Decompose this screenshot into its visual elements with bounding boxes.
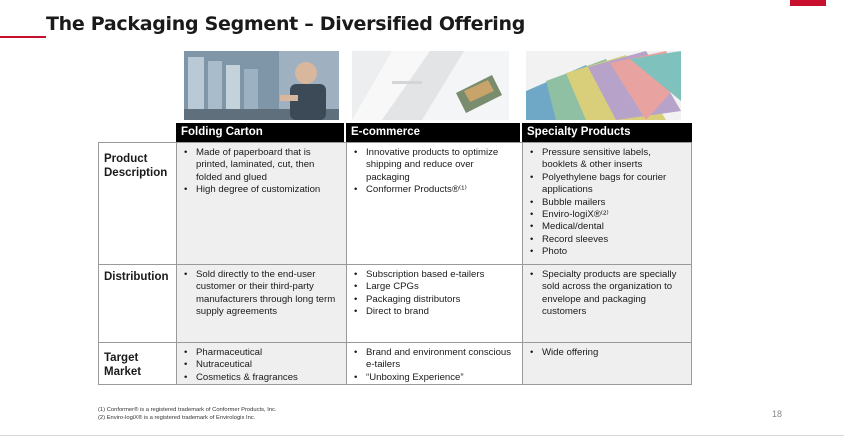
mailer-envelopes-photo	[352, 51, 509, 120]
column-header-folding-carton: Folding Carton	[176, 123, 344, 142]
accent-bar	[790, 0, 826, 6]
bullet-item: • Conformer Products®⁽¹⁾	[354, 184, 516, 196]
bullet-item: • Direct to brand	[354, 306, 516, 318]
cell-target-market-specialty	[522, 342, 692, 384]
column-divider	[346, 142, 347, 384]
slide-title: The Packaging Segment – Diversified Offering	[46, 13, 526, 35]
cell-target-market-ecommerce	[346, 342, 522, 384]
bullet-item: • Made of paperboard that is printed, laminated, cut, then folded and glued	[184, 147, 340, 184]
row-label-product-description: Product Description	[104, 153, 168, 179]
bullet-item: • High degree of customization	[184, 184, 340, 196]
cell-product-description-ecommerce	[346, 142, 522, 264]
row-divider	[98, 264, 692, 265]
column-divider	[176, 142, 177, 384]
bullet-item: • Bubble mailers	[530, 197, 686, 209]
row-divider	[98, 342, 692, 343]
bullet-item: • Sold directly to the end-user customer or their third-party manufacturers through long term supply agreements	[184, 269, 340, 319]
footnote: (2) Enviro-logiX® is a registered trademark of Envirologix Inc.	[98, 415, 256, 421]
bullet-item: • Polyethylene bags for courier applications	[530, 172, 686, 197]
bullet-item: • Subscription based e-tailers	[354, 269, 516, 281]
cell-product-description-folding	[176, 142, 346, 264]
cell-product-description-specialty	[522, 142, 692, 264]
factory-worker-photo	[184, 51, 339, 120]
footnotes	[98, 406, 277, 422]
footnote: (1) Conformer® is a registered trademark of Conformer Products, Inc.	[98, 407, 277, 413]
row-label-target-market: Target Market	[104, 352, 142, 378]
table-top-border	[98, 142, 692, 143]
bullet-item: • Photo	[530, 246, 686, 258]
bullet-item: • “Unboxing Experience”	[354, 372, 516, 384]
column-header-specialty-products: Specialty Products	[522, 123, 692, 142]
bullet-item: • Packaging distributors	[354, 294, 516, 306]
row-label-distribution: Distribution	[104, 271, 169, 283]
bullet-item: • Pharmaceutical	[184, 347, 340, 359]
cell-distribution-folding	[176, 264, 346, 342]
bullet-item: • Pressure sensitive labels, booklets & other inserts	[530, 147, 686, 172]
table-left-border	[98, 142, 99, 384]
bullet-item: • Cosmetics & fragrances	[184, 372, 340, 384]
bullet-item: • Innovative products to optimize shipping and reduce over packaging	[354, 147, 516, 184]
footer-rule	[0, 435, 844, 436]
table-right-border	[691, 142, 692, 384]
title-accent-line	[0, 36, 46, 38]
cell-distribution-specialty	[522, 264, 692, 342]
colored-envelopes-photo	[526, 51, 681, 120]
table-bottom-border	[98, 384, 692, 385]
bullet-item: • Brand and environment conscious e-tailers	[354, 347, 516, 372]
bullet-item: • Wide offering	[530, 347, 686, 359]
bullet-item: • Enviro-logiX®⁽²⁾	[530, 209, 686, 221]
cell-distribution-ecommerce	[346, 264, 522, 342]
bullet-item: • Record sleeves	[530, 234, 686, 246]
bullet-item: • Large CPGs	[354, 281, 516, 293]
bullet-item: • Specialty products are specially sold across the organization to envelope and packaging customers	[530, 269, 686, 319]
column-divider	[522, 142, 523, 384]
bullet-item: • Nutraceutical	[184, 359, 340, 371]
cell-target-market-folding	[176, 342, 346, 384]
column-header-ecommerce: E-commerce	[346, 123, 520, 142]
bullet-item: • Medical/dental	[530, 221, 686, 233]
page-number: 18	[772, 409, 783, 419]
